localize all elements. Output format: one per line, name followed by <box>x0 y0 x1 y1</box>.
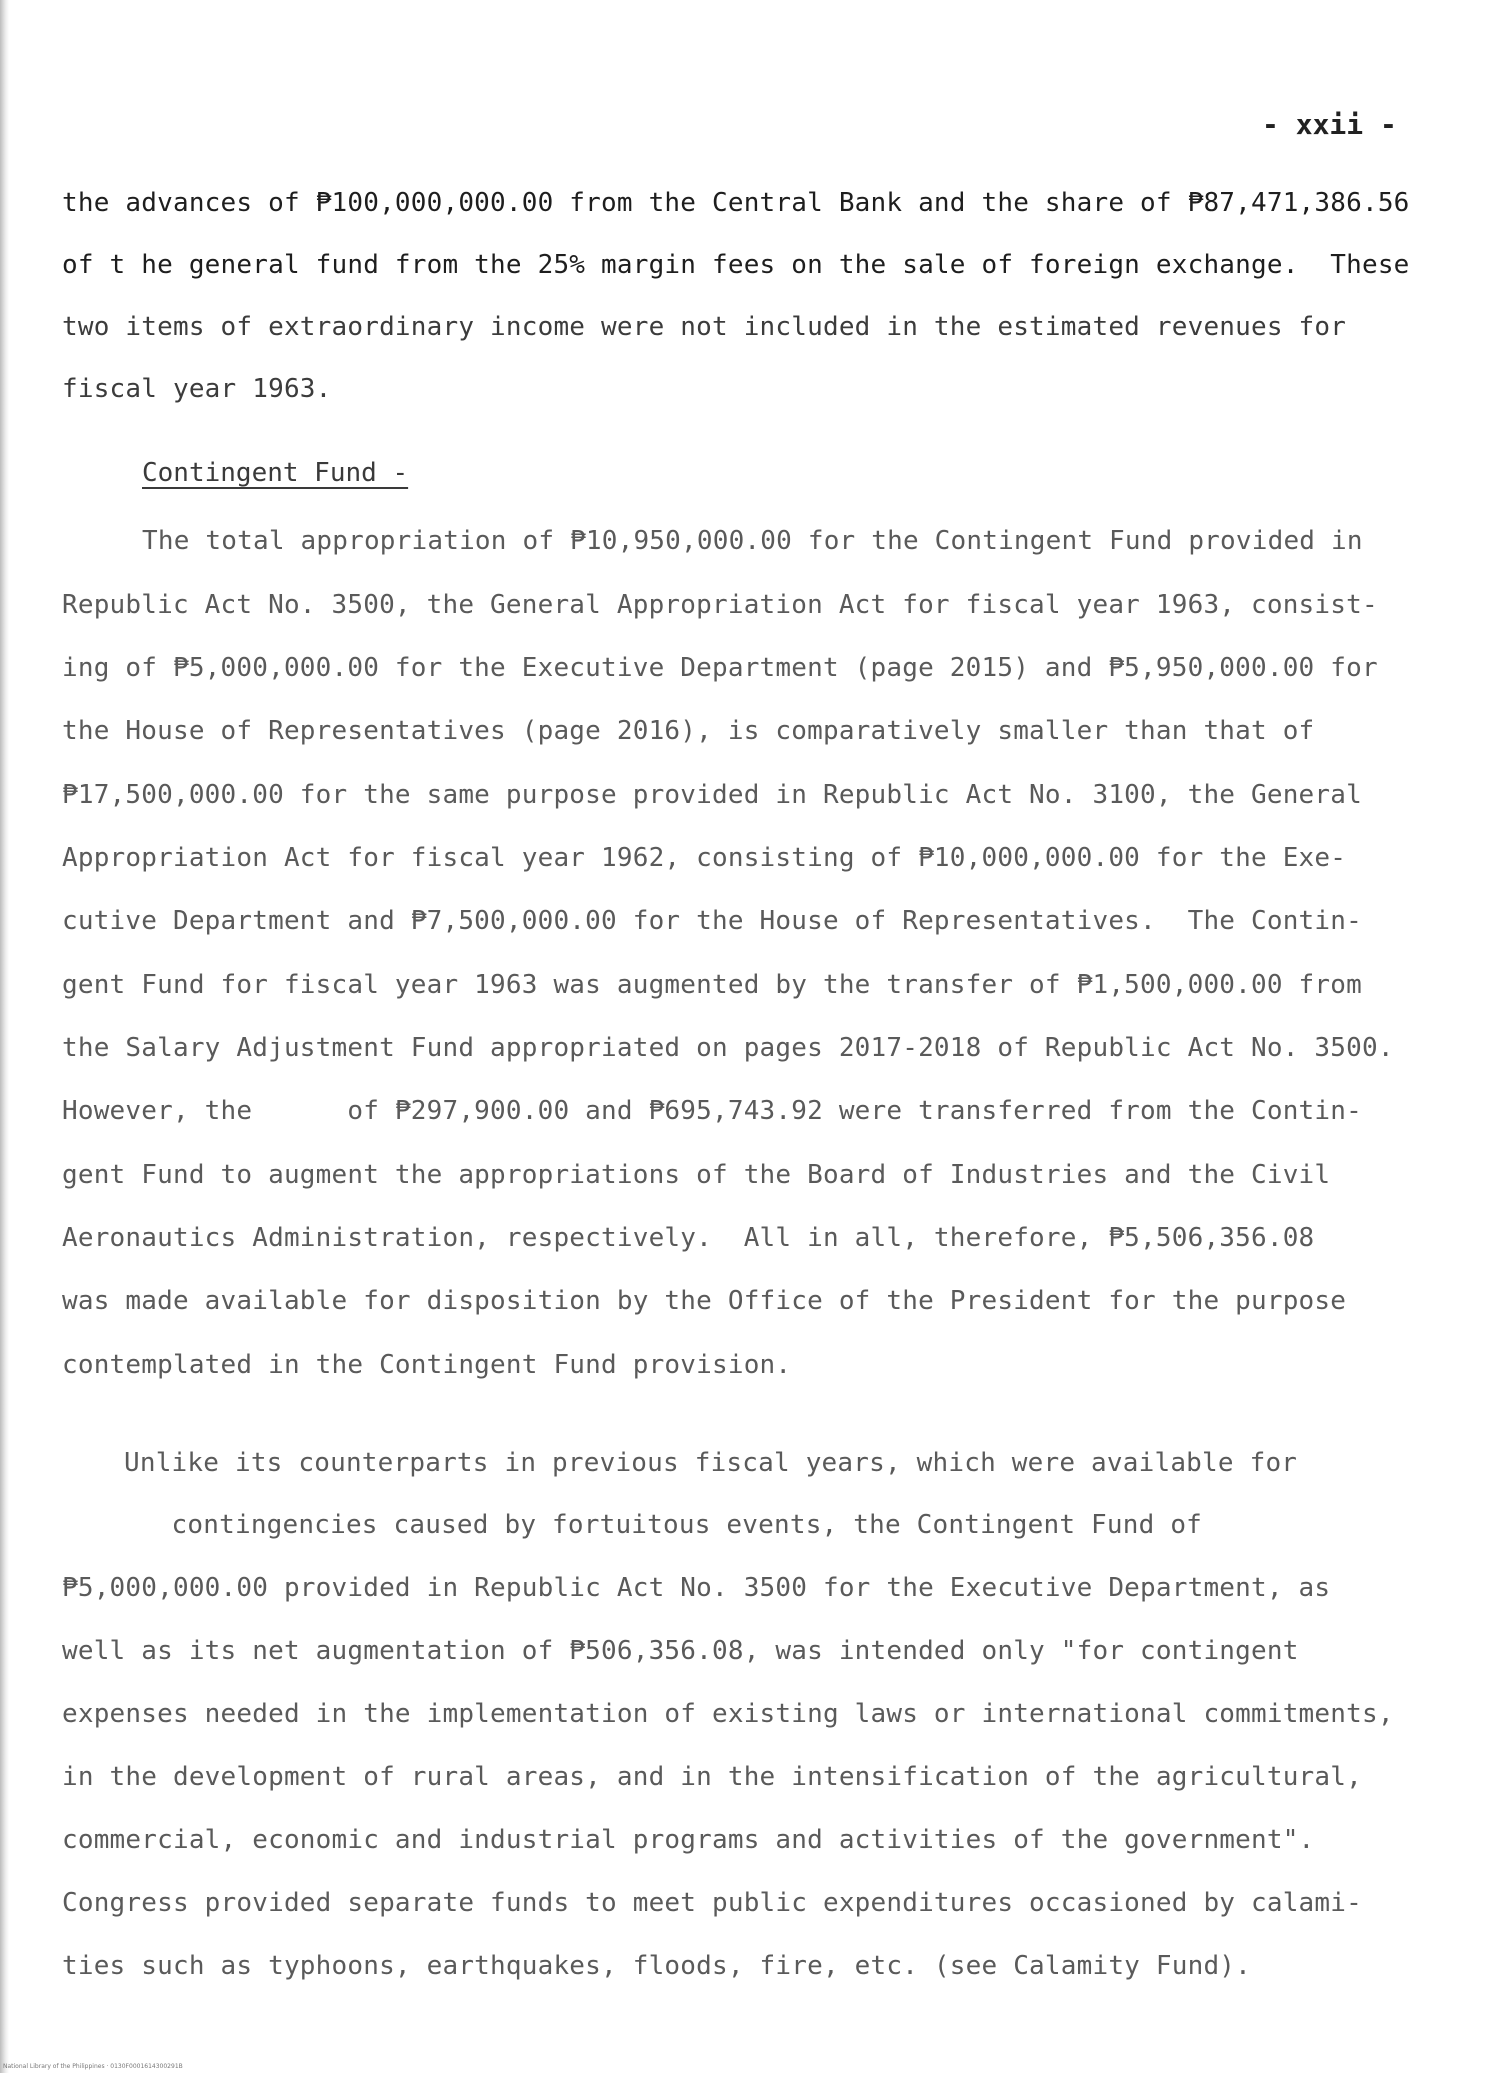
scan-left-edge <box>0 0 9 2073</box>
paragraph-line: Republic Act No. 3500, the General Appropriation Act for fiscal year 1963, consist- <box>62 590 1378 620</box>
paragraph-line: ₱17,500,000.00 for the same purpose provided in Republic Act No. 3100, the General <box>62 780 1362 810</box>
paragraph-line: Aeronautics Administration, respectively. All in all, therefore, ₱5,506,356.08 <box>62 1223 1315 1253</box>
paragraph-line: well as its net augmentation of ₱506,356.08, was intended only "for contingent <box>62 1636 1299 1666</box>
paragraph-line: two items of extraordinary income were not included in the estimated revenues for <box>62 312 1347 342</box>
section-heading: Contingent Fund - <box>142 458 409 488</box>
paragraph-line: ing of ₱5,000,000.00 for the Executive Department (page 2015) and ₱5,950,000.00 for <box>62 653 1378 683</box>
paragraph-line: Congress provided separate funds to meet public expenditures occasioned by calami- <box>62 1888 1362 1918</box>
paragraph-line: the Salary Adjustment Fund appropriated on pages 2017-2018 of Republic Act No. 3500. <box>62 1033 1394 1063</box>
paragraph-line: commercial, economic and industrial programs and activities of the government". <box>62 1825 1315 1855</box>
paragraph-line: However, the of ₱297,900.00 and ₱695,743.92 were transferred from the Contin- <box>62 1096 1362 1126</box>
paragraph-line: the advances of ₱100,000,000.00 from the Central Bank and the share of ₱87,471,386.56 <box>62 188 1410 218</box>
paragraph-line: Unlike its counterparts in previous fiscal years, which were available for <box>124 1448 1298 1478</box>
paragraph-line: the House of Representatives (page 2016), is comparatively smaller than that of <box>62 716 1315 746</box>
paragraph-line: of t he general fund from the 25% margin fees on the sale of foreign exchange. These <box>62 250 1410 280</box>
paragraph-line: cutive Department and ₱7,500,000.00 for the House of Representatives. The Contin- <box>62 906 1362 936</box>
paragraph-line: Appropriation Act for fiscal year 1962, consisting of ₱10,000,000.00 for the Exe- <box>62 843 1347 873</box>
paragraph-line: expenses needed in the implementation of existing laws or international commitments, <box>62 1699 1394 1729</box>
paragraph-line: ₱5,000,000.00 provided in Republic Act No. 3500 for the Executive Department, as <box>62 1573 1331 1603</box>
paragraph-line: was made available for disposition by the Office of the President for the purpose <box>62 1286 1347 1316</box>
paragraph-line: in the development of rural areas, and in the intensification of the agricultural, <box>62 1762 1362 1792</box>
paragraph-line: gent Fund to augment the appropriations of the Board of Industries and the Civil <box>62 1160 1331 1190</box>
paragraph-line: contingencies caused by fortuitous events, the Contingent Fund of <box>124 1510 1203 1540</box>
paragraph-line: gent Fund for fiscal year 1963 was augmented by the transfer of ₱1,500,000.00 from <box>62 970 1362 1000</box>
page-number: - xxii - <box>1262 108 1397 141</box>
paragraph-line: ties such as typhoons, earthquakes, floods, fire, etc. (see Calamity Fund). <box>62 1951 1251 1981</box>
paragraph-line: The total appropriation of ₱10,950,000.00 for the Contingent Fund provided in <box>142 526 1363 556</box>
paragraph-line: fiscal year 1963. <box>62 374 332 404</box>
paragraph-line: contemplated in the Contingent Fund provision. <box>62 1350 792 1380</box>
scan-footer-note: National Library of the Philippines · 0130F0001614300291B <box>3 2063 183 2070</box>
